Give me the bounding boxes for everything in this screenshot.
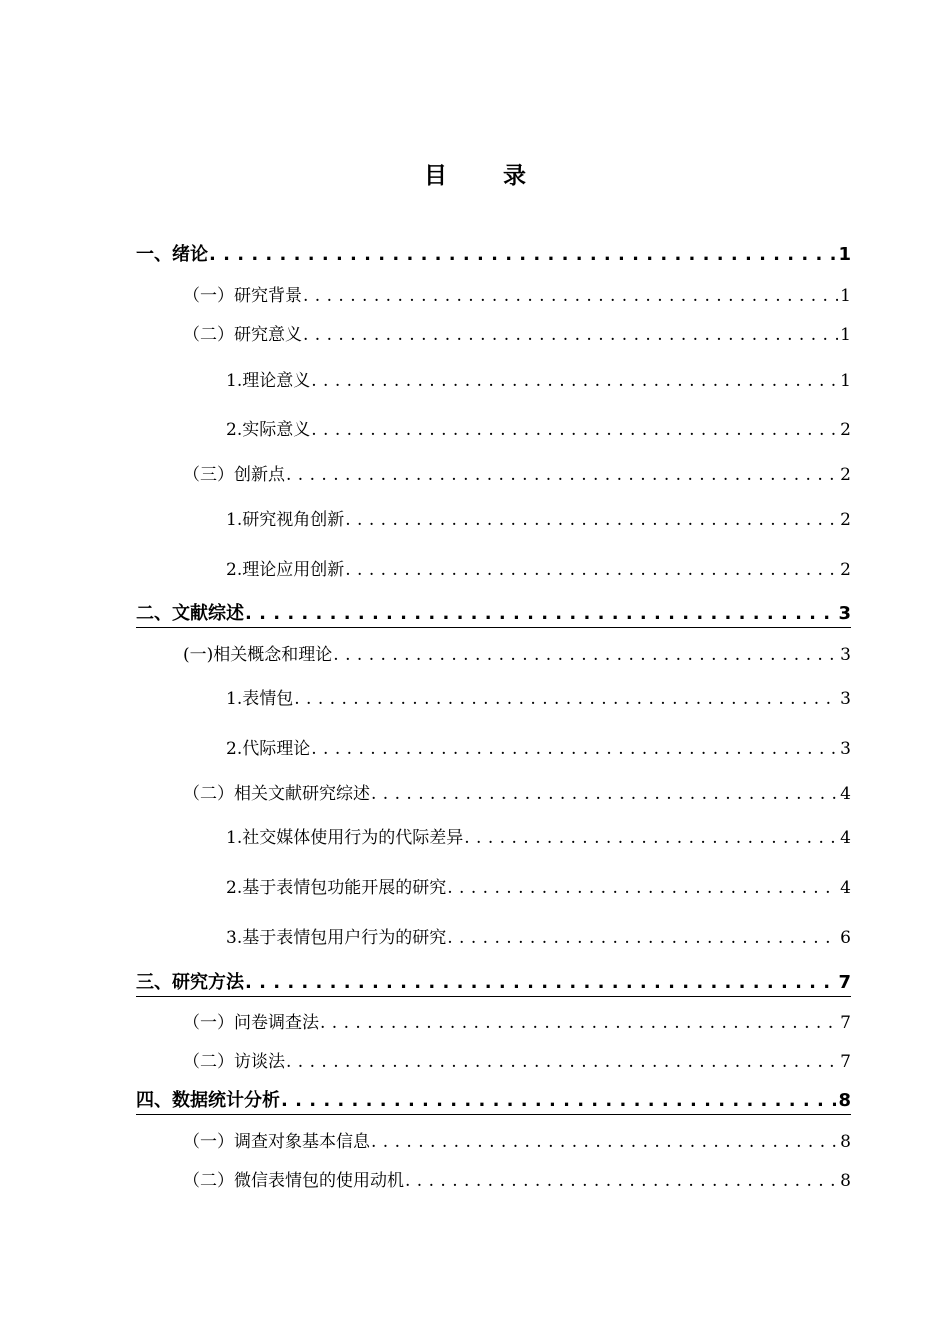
toc-entry-section[interactable]: （三）创新点 . . . 2	[183, 460, 851, 490]
toc-page-number: 1	[840, 371, 851, 391]
toc-entry-subsection[interactable]: 1.研究视角创新 . . . 2	[226, 505, 851, 535]
toc-entry-section[interactable]: (一)相关概念和理论 . . . 3	[183, 640, 851, 670]
toc-entry-subsection[interactable]: 3.基于表情包用户行为的研究 . . . 6	[226, 923, 851, 953]
toc-page-number: 2	[840, 420, 851, 440]
toc-entry-section[interactable]: （二）研究意义 . . . 1	[183, 320, 851, 350]
toc-page-number: 4	[840, 784, 851, 804]
toc-page-number: 4	[840, 828, 851, 848]
toc-entry-section[interactable]: （一）研究背景 . . . 1	[183, 281, 851, 311]
toc-entry-subsection[interactable]: 1.表情包 . . . 3	[226, 684, 851, 714]
toc-title-char-2: 录	[503, 163, 526, 189]
toc-page-number: 1	[838, 244, 851, 265]
toc-entry-subsection[interactable]: 2.理论应用创新 . . . 2	[226, 555, 851, 585]
toc-entry-section[interactable]: （二）访谈法 . . . 7	[183, 1047, 851, 1077]
toc-page-number: 7	[838, 972, 851, 993]
toc-page-number: 8	[840, 1171, 851, 1191]
toc-page-number: 1	[840, 325, 851, 345]
toc-entry-chapter-2[interactable]: 二、文献综述 . . . 3	[136, 599, 851, 628]
toc-page-number: 3	[838, 603, 851, 624]
toc-page-number: 8	[838, 1090, 851, 1111]
toc-entry-subsection[interactable]: 1.理论意义 . . . 1	[226, 366, 851, 396]
toc-entry-chapter-1[interactable]: 一、绪论 . . . 1	[136, 240, 851, 270]
toc-page-number: 4	[840, 878, 851, 898]
toc-title	[0, 158, 950, 194]
toc-page-number: 2	[840, 560, 851, 580]
toc-page-number: 3	[840, 645, 851, 665]
toc-page-number: 2	[840, 510, 851, 530]
toc-entry-section[interactable]: （二）相关文献研究综述 . . . 4	[183, 779, 851, 809]
toc-entry-section[interactable]: （一）调查对象基本信息 . . . 8	[183, 1127, 851, 1157]
toc-page-number: 6	[840, 928, 851, 948]
toc-title-char-1: 目	[424, 163, 447, 189]
toc-entry-chapter-3[interactable]: 三、研究方法 . . . 7	[136, 968, 851, 997]
toc-entry-chapter-4[interactable]: 四、数据统计分析 . . . 8	[136, 1086, 851, 1115]
toc-page-number: 7	[840, 1052, 851, 1072]
toc-entry-section[interactable]: （一）问卷调查法 . . . 7	[183, 1008, 851, 1038]
toc-entry-subsection[interactable]: 2.实际意义 . . . 2	[226, 415, 851, 445]
toc-page-number: 8	[840, 1132, 851, 1152]
toc-entry-subsection[interactable]: 2.代际理论 . . . 3	[226, 734, 851, 764]
toc-entry-subsection[interactable]: 2.基于表情包功能开展的研究 . . . 4	[226, 873, 851, 903]
toc-page-number: 3	[840, 689, 851, 709]
toc-entry-section[interactable]: （二）微信表情包的使用动机 . . . 8	[183, 1166, 851, 1196]
toc-page-number: 7	[840, 1013, 851, 1033]
toc-entry-subsection[interactable]: 1.社交媒体使用行为的代际差异 . . . 4	[226, 823, 851, 853]
toc-page-number: 3	[840, 739, 851, 759]
toc-page-number: 2	[840, 465, 851, 485]
toc-page-number: 1	[840, 286, 851, 306]
